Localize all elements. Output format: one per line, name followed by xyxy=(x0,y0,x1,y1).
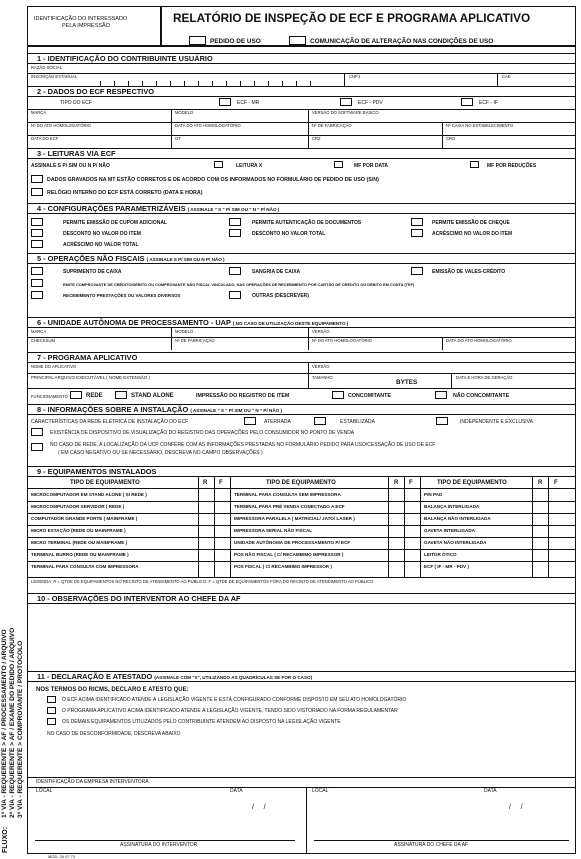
qty-r-cell[interactable] xyxy=(533,490,547,501)
section-6-title-text: 6 - UNIDADE AUTÔNOMA DE PROCESSAMENTO - UAP xyxy=(37,318,231,327)
declaro-1-checkbox[interactable] xyxy=(47,696,56,703)
section-11-title-text: 11 - DECLARAÇÃO E ATESTADO xyxy=(37,672,153,681)
acrescimo-item-label: ACRÉSCIMO NO VALOR DO ITEM xyxy=(432,231,513,237)
s2-vline xyxy=(308,109,309,148)
qty-r-cell[interactable] xyxy=(199,550,213,561)
section-4-note: ( ASSINALE " S " P/ SIM OU " N " P/ NÃO ) xyxy=(187,207,280,212)
s6-vline xyxy=(308,328,309,350)
local-label-2: LOCAL xyxy=(312,788,329,794)
qty-r-cell[interactable] xyxy=(389,514,403,525)
cupom-adicional-label: PERMITE EMISSÃO DE CUPOM ADICIONAL xyxy=(63,220,167,226)
qty-r-cell[interactable] xyxy=(533,526,547,537)
uap-data-ato-label: DATA DO ATO HOMOLOGATÓRIO xyxy=(446,338,512,343)
via-1-text: 1ª VIA - REQUERENTE > AF / PROCESSAMENTO / ARQUIVO xyxy=(1,629,8,818)
s1-line xyxy=(27,73,576,74)
inscricao-digit-tick xyxy=(100,81,101,86)
footer-vline xyxy=(306,787,307,854)
ato-homol-label: Nº DO ATO HOMOLOGATÓRIO xyxy=(31,123,91,128)
cupom-adicional-checkbox[interactable] xyxy=(31,218,43,226)
qty-f-cell[interactable] xyxy=(215,502,229,513)
uap-ato-label: Nº DO ATO HOMOLOGATÓRIO xyxy=(312,338,372,343)
inscricao-digit-tick xyxy=(184,81,185,86)
inscricao-digit-tick xyxy=(240,81,241,86)
caso-rede-label-1: NO CASO DE REDE, A LOCALIZAÇÃO DA UCP CONFERE COM AS INFORMAÇÕES PRESTADAS NO FORMULÁRIO PEDIDO PARA USO/CESSAÇÃO DE USO DE ECF xyxy=(50,442,436,448)
impressao-registro-label: IMPRESSÃO DO REGISTRO DE ITEM xyxy=(196,393,290,399)
inscricao-label: INSCRIÇÃO ESTADUAL xyxy=(31,74,78,79)
via-2-text: 2ª VIA - REQUERENTE > AF / EXAME DO PEDIDO / ARQUIVO xyxy=(9,627,16,818)
footer-line xyxy=(27,777,576,778)
inscricao-digit-tick xyxy=(142,81,143,86)
versao-aplicativo-label: VERSÃO xyxy=(312,364,330,369)
inscricao-digit-tick xyxy=(156,81,157,86)
qty-r-cell[interactable] xyxy=(199,514,213,525)
caso-rede-label-2: ( EM CASO NEGATIVO OU SE NECESSÁRIO, DESCREVA NO CAMPO OBSERVAÇÕES ) xyxy=(58,450,263,456)
emissao-cheque-label: PERMITE EMISSÃO DE CHEQUE xyxy=(432,220,510,226)
signature-line xyxy=(35,840,295,841)
desconto-item-label: DESCONTO NO VALOR DO ITEM xyxy=(63,231,141,237)
col3-header: TIPO DE EQUIPAMENTO xyxy=(437,480,507,486)
declaro-2-label: O PROGRAMA APLICATIVO ACIMA IDENTIFICADO ATENDE À LEGISLAÇÃO VIGENTE, TENDO SIDO VISTORIADO NA FORMA REGULAMENTAR xyxy=(62,708,398,714)
qty-r-cell[interactable] xyxy=(199,538,213,549)
qty-r-cell[interactable] xyxy=(199,490,213,501)
s6-vline xyxy=(442,337,443,350)
caso-rede-checkbox[interactable] xyxy=(31,443,43,451)
eq-col1-item: COMPUTADOR GRANDE PORTE ( MAINFRAME ) xyxy=(31,516,138,521)
estabilizada-checkbox[interactable] xyxy=(314,417,326,425)
inscricao-digit-tick xyxy=(310,81,311,86)
vales-checkbox[interactable] xyxy=(411,267,423,275)
eq-col3-item: BALANÇA NÃO INTERLIGADA xyxy=(424,516,491,521)
eq-col1-item: TERMINAL BURRO (REDE OU MAINFRAME ) xyxy=(31,552,129,557)
eq-col1-item: MICROCOMPUTADOR EM STAND ALONE ( SI REDE ) xyxy=(31,492,147,497)
s9-vline xyxy=(420,477,421,577)
section-8-title-text: 8 - INFORMAÇÕES SOBRE A INSTALAÇÃO xyxy=(37,405,189,414)
qty-f-cell[interactable] xyxy=(549,502,563,513)
ecf-mr-checkbox[interactable] xyxy=(219,98,231,106)
rede-label: REDE xyxy=(86,393,103,399)
bytes-label: BYTES xyxy=(396,379,418,386)
ecf-mr-label: ECF - MR xyxy=(237,100,260,106)
sangria-label: SANGRIA DE CAIXA xyxy=(252,269,301,275)
col3-r-header: R xyxy=(538,480,543,486)
data-label-1: DATA xyxy=(230,788,243,794)
razao-social-label: RAZÃO SOCIAL xyxy=(31,65,62,70)
section-4-title xyxy=(37,204,279,214)
section-8-note: ( ASSINALE " S " P/ SIM OU " N " P/ NÃO ) xyxy=(190,408,283,413)
existencia-label: EXISTÊNCIA DE DISPOSITIVO DE VISUALIZAÇÃO DO REGISTRO DAS OPERAÇÕES PELO CONSUMIDOR NO PONTO DE VENDA xyxy=(50,430,355,436)
qty-r-cell[interactable] xyxy=(389,526,403,537)
stand-alone-checkbox[interactable] xyxy=(115,391,127,399)
qty-r-cell[interactable] xyxy=(533,514,547,525)
inscricao-digit-tick xyxy=(114,81,115,86)
independente-label: INDEPENDENTE E EXCLUSIVA xyxy=(460,419,533,425)
recebimento-checkbox[interactable] xyxy=(31,291,43,299)
emissao-cheque-checkbox[interactable] xyxy=(411,218,423,226)
qty-r-cell[interactable] xyxy=(389,562,403,573)
data-label-2: DATA xyxy=(484,788,497,794)
eq-col3-item: PIN PAD xyxy=(424,492,443,497)
uap-versao-label: VERSÃO xyxy=(312,329,330,334)
inscricao-digit-tick xyxy=(212,81,213,86)
leitura-x-label: LEITURA X xyxy=(236,163,263,169)
section-11-note: (ASSINALE COM "X", UTILIZANDO AS QUADRÍCULAS SE FOR O CASO) xyxy=(154,675,313,680)
eq-col3-item: GAVETA NÃO INTERLIGADA xyxy=(424,540,487,545)
vales-label: EMISSÃO DE VALES-CRÉDITO xyxy=(432,269,506,275)
qty-r-cell[interactable] xyxy=(533,550,547,561)
qty-f-cell[interactable] xyxy=(215,562,229,573)
eq-col2-item: POS NÃO FISCAL ( C/ RECAMBIMO IMPRESSOR ) xyxy=(234,552,344,557)
section-5-title-text: 5 - OPERAÇÕES NÃO FISCAIS xyxy=(37,254,145,263)
local-label-1: LOCAL xyxy=(36,788,53,794)
eq-col2-item: TERMINAL PARA PRÉ VENDA CONECTADO A ECF xyxy=(234,504,345,509)
ecf-pdv-label: ECF - PDV xyxy=(358,100,383,106)
cro-label: CRO xyxy=(446,136,456,141)
s2-line xyxy=(27,109,576,110)
eq-row-line xyxy=(27,513,576,514)
qty-f-cell[interactable] xyxy=(215,538,229,549)
fluxo-label: FLUXO: xyxy=(2,826,9,853)
eq-col2-item: TERMINAL PARA CONSULTA SEM IMPRESSORA xyxy=(234,492,341,497)
section-7-title: 7 - PROGRAMA APLICATIVO xyxy=(37,353,138,362)
desconto-total-label: DESCONTO NO VALOR TOTAL xyxy=(252,231,326,237)
suprimento-label: SUPRIMENTO DE CAIXA xyxy=(63,269,122,275)
interessado-label-1: IDENTIFICAÇÃO DO INTERESSADO xyxy=(34,16,128,22)
fabricacao-label: Nº DE FABRICAÇÃO xyxy=(312,123,352,128)
uap-marca-label: MARCA xyxy=(31,329,47,334)
eq-col3-item: LEITOR ÓTICO xyxy=(424,552,457,557)
autenticacao-checkbox[interactable] xyxy=(229,218,241,226)
marca-label: MARCA xyxy=(31,110,47,115)
observacoes-area[interactable] xyxy=(28,605,575,671)
caixa-label: Nº CAIXA NO ESTABELECIMENTO xyxy=(446,123,514,128)
inscricao-digit-tick xyxy=(226,81,227,86)
stand-alone-label: STAND ALONE xyxy=(131,393,174,399)
inscricao-digit-tick xyxy=(254,81,255,86)
inscricao-digit-tick xyxy=(268,81,269,86)
model-code: MOD. 26 07 73 xyxy=(48,854,76,859)
qty-f-cell[interactable] xyxy=(549,490,563,501)
s2-line xyxy=(27,135,576,136)
existencia-checkbox[interactable] xyxy=(31,428,43,436)
ecf-if-checkbox[interactable] xyxy=(461,98,473,106)
eq-col2-item: IMPRESSORA PARALELA ( MATRICIAL/ JATO/ LASER ) xyxy=(234,516,355,521)
uap-fabricacao-label: Nº DE FABRICAÇÃO xyxy=(175,338,215,343)
eq-row-line xyxy=(27,561,576,562)
aterrada-checkbox[interactable] xyxy=(244,417,256,425)
qty-f-cell[interactable] xyxy=(405,562,419,573)
dados-gravados-checkbox[interactable] xyxy=(31,175,43,183)
section-3-title: 3 - LEITURAS VIA ECF xyxy=(37,149,116,158)
qty-f-cell[interactable] xyxy=(549,538,563,549)
legenda: LEGENDA: R = QTDE DE EQUIPAMENTOS NO RECINTO DE ATENDIMENTO AO PÚBLICO. F = QTDE DE EQUIPAMENTOS FORA DO RECINTO DE ATENDIMENTO AO PÚBLICO xyxy=(31,579,374,584)
eq-col1-item: MICROCOMPUTADOR SERVIDOR ( REDE ) xyxy=(31,504,125,509)
section-10-title: 10 - OBSERVAÇÕES DO INTERVENTOR AO CHEFE DA AF xyxy=(37,594,241,603)
tipo-ecf-label: TIPO DO ECF xyxy=(60,100,92,106)
qty-r-cell[interactable] xyxy=(533,502,547,513)
crz-label: CRZ xyxy=(312,136,321,141)
desconformidade-label: NO CASO DE DESCONFORMIDADE, DESCREVA ABAIXO xyxy=(47,731,181,737)
assinatura-chefe: ASSINATURA DO CHEFE DA AF xyxy=(394,842,469,848)
ecf-pdv-checkbox[interactable] xyxy=(340,98,352,106)
caracteristicas-label: CARACTERÍSTICAS DA REDE ELÉTRICA DE INSTALAÇÃO DO ECF xyxy=(31,419,189,425)
date-slashes-2: / / xyxy=(509,804,523,811)
col2-f-header: F xyxy=(409,480,413,486)
interessado-label-2: PELA IMPRESSÃO xyxy=(62,23,110,29)
assinatura-interventor: ASSINATURA DO INTERVENTOR xyxy=(120,842,198,848)
col3-f-header: F xyxy=(554,480,558,486)
col2-r-header: R xyxy=(394,480,399,486)
col1-r-header: R xyxy=(203,480,208,486)
qty-f-cell[interactable] xyxy=(405,502,419,513)
eq-row-line xyxy=(27,525,576,526)
cae-label: CAE xyxy=(502,74,511,79)
qty-r-cell[interactable] xyxy=(533,562,547,573)
empresa-label: IDENTIFICAÇÃO DA EMPRESA INTERVENTORA xyxy=(36,779,149,785)
qty-f-cell[interactable] xyxy=(405,538,419,549)
eq-col1-item: TERMINAL PARA CONSULTA COM IMPRESSORA xyxy=(31,564,139,569)
eq-col3-item: ECF ( IF - MR - PDV ) xyxy=(424,564,469,569)
nao-concomitante-label: NÃO CONCOMITANTE xyxy=(453,393,510,399)
ecf-if-label: ECF - IF xyxy=(479,100,498,106)
acrescimo-total-checkbox[interactable] xyxy=(31,240,43,248)
declaro-1-label: O ECF ACIMA IDENTIFICADO ATENDE À LEGISLAÇÃO VIGENTE E ESTÁ CONFIGURADO CONFORME DISPOSTO EM SEU ATO HOMOLOGATÓRIO xyxy=(62,697,407,703)
s2-vline xyxy=(171,109,172,148)
cnpj-label: CNPJ xyxy=(349,74,360,79)
s7-line xyxy=(27,373,576,374)
section-11-title xyxy=(37,672,312,682)
via-3-text: 3ª VIA - REQUERENTE > COMPROVANTE / PROTOCOLO xyxy=(17,640,24,818)
qty-r-cell[interactable] xyxy=(389,502,403,513)
form-title: RELATÓRIO DE INSPEÇÃO DE ECF E PROGRAMA APLICATIVO xyxy=(173,11,531,25)
qty-f-cell[interactable] xyxy=(215,490,229,501)
autenticacao-label: PERMITE AUTENTICAÇÃO DE DOCUMENTOS xyxy=(252,220,362,226)
signature-line xyxy=(314,840,569,841)
data-ecf-label: DATA DO ECF xyxy=(31,136,59,141)
comunicacao-label: COMUNICAÇÃO DE ALTERAÇÃO NAS CONDIÇÕES DE USO xyxy=(310,38,494,45)
data-hora-geracao-label: DATA E HORA DE GERAÇÃO xyxy=(456,375,513,380)
s9-vline xyxy=(230,477,231,577)
eq-row-line xyxy=(27,537,576,538)
modelo-label: MODELO xyxy=(175,110,194,115)
desconto-item-checkbox[interactable] xyxy=(31,229,43,237)
mf-reducoes-checkbox[interactable] xyxy=(470,161,479,168)
concomitante-checkbox[interactable] xyxy=(332,391,344,399)
col1-header: TIPO DE EQUIPAMENTO xyxy=(70,480,140,486)
section-2-title: 2 - DADOS DO ECF RESPECTIVO xyxy=(37,87,155,96)
declaro-2-checkbox[interactable] xyxy=(47,707,56,714)
aterrada-label: ATERRADA xyxy=(264,419,291,425)
suprimento-checkbox[interactable] xyxy=(31,267,43,275)
pedido-checkbox[interactable] xyxy=(189,36,206,45)
inscricao-digit-tick xyxy=(198,81,199,86)
qty-f-cell[interactable] xyxy=(549,550,563,561)
tamanho-label: TAMANHO xyxy=(312,375,333,380)
s2-vline xyxy=(442,122,443,148)
section-5-note: ( ASSINALE S P/ SIM OU N P/ NÃO ) xyxy=(146,257,225,262)
mf-data-label: MF POR DATA xyxy=(354,163,388,169)
qty-f-cell[interactable] xyxy=(549,514,563,525)
rede-checkbox[interactable] xyxy=(70,391,82,399)
eq-col2-item: UNIDADE AUTÔNOMA DE PROCESSAMENTO P/ ECF xyxy=(234,540,351,545)
eq-col3-item: GAVETA INTERLIGADA xyxy=(424,528,475,533)
concomitante-label: CONCOMITANTE xyxy=(348,393,391,399)
qty-r-cell[interactable] xyxy=(389,538,403,549)
section-8-title xyxy=(37,405,282,415)
qty-f-cell[interactable] xyxy=(405,490,419,501)
leitura-x-checkbox[interactable] xyxy=(214,161,223,168)
col2-header: TIPO DE EQUIPAMENTO xyxy=(266,480,336,486)
section-4-title-text: 4 - CONFIGURAÇÕES PARAMETRIZÁVEIS xyxy=(37,204,186,213)
s7-vline xyxy=(308,363,309,388)
declaro-3-label: OS DEMAIS EQUIPAMENTOS UTILIZADOS PELO CONTRIBUINTE ATENDEM AO DISPOSTO NA LEGISLAÇÃO VIGENTE xyxy=(62,719,341,725)
dados-gravados-label: DADOS GRAVADOS NA MT ESTÃO CORRETOS E DE ACORDO COM OS INFORMADOS NO FORMULÁRIO DE PEDIDO DE USO (S/N) xyxy=(47,177,379,183)
estabilizada-label: ESTABILIZADA xyxy=(340,419,375,425)
qty-f-cell[interactable] xyxy=(405,526,419,537)
independente-checkbox[interactable] xyxy=(436,417,448,425)
s6-vline xyxy=(171,328,172,350)
qty-r-cell[interactable] xyxy=(199,562,213,573)
declaro-3-checkbox[interactable] xyxy=(47,718,56,725)
qty-f-cell[interactable] xyxy=(549,562,563,573)
uap-checksum-label: CHECKSUM xyxy=(31,338,55,343)
s3-assinale: ASSINALE S P/ SIM OU N P/ NÃO xyxy=(31,163,110,169)
eq-row-line xyxy=(27,549,576,550)
qty-r-cell[interactable] xyxy=(533,538,547,549)
col1-f-header: F xyxy=(219,480,223,486)
relogio-checkbox[interactable] xyxy=(31,188,43,196)
desconto-total-checkbox[interactable] xyxy=(229,229,241,237)
section-9-title: 9 - EQUIPAMENTOS INSTALADOS xyxy=(37,467,157,476)
emite-comprovante-label: EMITE COMPROVANTE DE CRÉDITO/DÉBITO OU COMPROVANTE NÃO FISCAL VINCULADO, NAS OPERAÇÕES DE RECEBIMENTO POR CARTÃO DE CRÉDITO OU DÉBITO EM CONTA (TEF) xyxy=(63,282,415,287)
eq-col1-item: MICRO TERMINAL (REDE OU MAINFRAME ) xyxy=(31,540,128,545)
qty-r-cell[interactable] xyxy=(389,550,403,561)
s9-line xyxy=(27,488,576,489)
inscricao-digit-tick xyxy=(296,81,297,86)
nome-aplicativo-label: NOME DO APLICATIVO xyxy=(31,364,77,369)
comunicacao-checkbox[interactable] xyxy=(289,36,306,45)
emite-comprovante-checkbox[interactable] xyxy=(31,279,43,287)
date-slashes-1: / / xyxy=(252,804,266,811)
qty-r-cell[interactable] xyxy=(389,490,403,501)
mf-data-checkbox[interactable] xyxy=(334,161,343,168)
section-1-title: 1 - IDENTIFICAÇÃO DO CONTRIBUINTE USUÁRIO xyxy=(37,54,213,63)
inscricao-digit-tick xyxy=(170,81,171,86)
s7-line xyxy=(27,388,576,389)
qty-r-cell[interactable] xyxy=(199,502,213,513)
inscricao-digit-tick xyxy=(128,81,129,86)
declaro-intro: NOS TERMOS DO RICMS, DECLARO E ATESTO QUE: xyxy=(36,687,189,693)
section-6-title xyxy=(37,318,348,328)
relogio-label: RELÓGIO INTERNO DO ECF ESTÁ CORRETO (DATA E HORA) xyxy=(47,190,203,196)
s1-vline xyxy=(344,73,345,86)
qty-f-cell[interactable] xyxy=(405,514,419,525)
acrescimo-total-label: ACRÉSCIMO NO VALOR TOTAL xyxy=(63,242,139,248)
eq-col2-item: IMPRESSORA SERIAL NÃO FISCAL xyxy=(234,528,313,533)
gt-label: GT xyxy=(175,136,181,141)
qty-r-cell[interactable] xyxy=(199,526,213,537)
mf-reducoes-label: MF POR REDUÇÕES xyxy=(487,163,537,169)
outras-label: OUTRAS (DESCREVER) xyxy=(252,293,309,299)
qty-f-cell[interactable] xyxy=(549,526,563,537)
eq-row-line xyxy=(27,501,576,502)
outras-checkbox[interactable] xyxy=(229,291,241,299)
nao-concomitante-checkbox[interactable] xyxy=(435,391,447,399)
qty-f-cell[interactable] xyxy=(405,550,419,561)
acrescimo-item-checkbox[interactable] xyxy=(411,229,423,237)
s9-line xyxy=(27,577,576,578)
uap-modelo-label: MODELO xyxy=(175,329,194,334)
qty-f-cell[interactable] xyxy=(215,550,229,561)
pedido-label: PEDIDO DE USO xyxy=(210,38,261,45)
versao-sb-label: VERSÃO DO SOFTWARE BÁSICO xyxy=(312,110,379,115)
eq-col1-item: MICRO ESTAÇÃO (REDE OU MAINFRAME ) xyxy=(31,528,126,533)
sangria-checkbox[interactable] xyxy=(229,267,241,275)
recebimento-label: RECEBIMENTO PRESTAÇÕES OU VALORES DIVERSOS xyxy=(63,293,181,298)
section-5-title xyxy=(37,254,225,264)
s1-vline xyxy=(497,73,498,86)
s7-vline xyxy=(451,373,452,388)
principal-arquivo-label: PRINCIPAL ARQUIVO EXECUTÁVEL ( NOME EXTENSÃO ) xyxy=(31,375,150,380)
qty-f-cell[interactable] xyxy=(215,526,229,537)
funcionamento-label: FUNCIONAMENTO xyxy=(31,394,68,399)
data-ato-label: DATA DO ATO HOMOLOGATÓRIO xyxy=(175,123,241,128)
eq-col2-item: POS FISCAL ( C/ RECAMBIMO IMPRESSOR ) xyxy=(234,564,332,569)
qty-f-cell[interactable] xyxy=(215,514,229,525)
eq-col3-item: BALANÇA INTERLIGADA xyxy=(424,504,480,509)
section-6-note: ( NO CASO DE UTILIZAÇÃO DESTE EQUIPAMENTO ) xyxy=(232,321,349,326)
inscricao-digit-tick xyxy=(282,81,283,86)
